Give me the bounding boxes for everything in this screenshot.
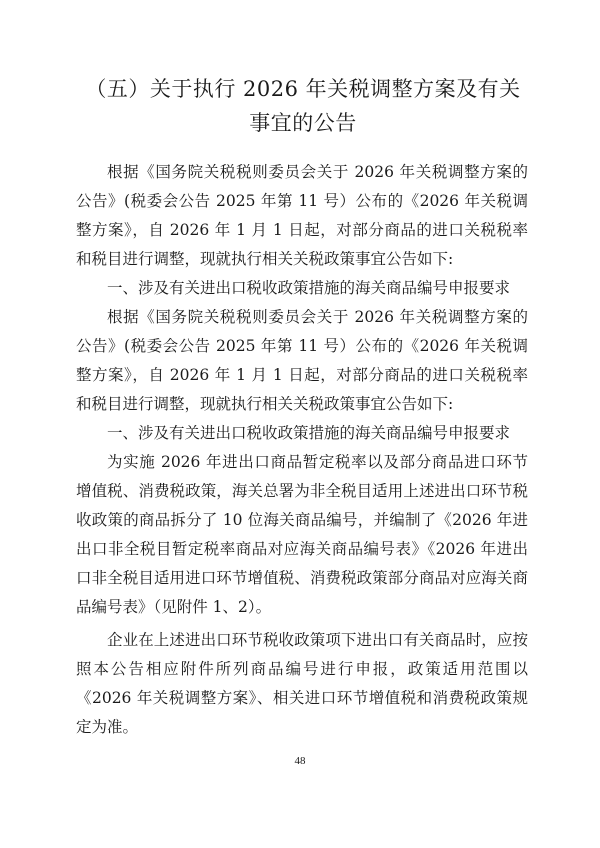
section-heading-1: 一、涉及有关进出口税收政策措施的海关商品编号申报要求 <box>107 279 511 297</box>
paragraph-policy: 为实施 2026 年进出口商品暂定税率以及部分商品进口环节增值税、消费税政策，海关总署为非全税目适用上述进出口环节税收政策的商品拆分了 10 位海关商品编号，并编制了《2026 年进出口非全税目暂定税率商品对应海关商品编号表》《2026 年进出口非全税目适用进口环节增值税、消费税政策部分商品对应海关商品编号表》（见附件 1、2）。 <box>76 453 528 616</box>
paragraph-intro: 根据《国务院关税税则委员会关于 2026 年关税调整方案的公告》(税委会公告 2025 年第 11 号）公布的《2026 年关税调整方案》，自 2026 年 1 月 1 日起，对部分商品的进口关税税率和税目进行调整，现就执行相关关税政策事宜公告如下: <box>76 163 528 268</box>
page-number: 48 <box>294 755 306 767</box>
document-body <box>76 158 528 742</box>
paragraph-declaration: 企业在上述进出口环节税收政策项下进出口有关商品时，应按照本公告相应附件所列商品编号进行申报，政策适用范围以《2026 年关税调整方案》、相关进口环节增值税和消费税政策规定为准。 <box>76 631 528 736</box>
paragraph-intro-repeat: 根据《国务院关税税则委员会关于 2026 年关税调整方案的公告》(税委会公告 2025 年第 11 号）公布的《2026 年关税调整方案》，自 2026 年 1 月 1 日起，对部分商品的进口关税税率和税目进行调整，现就执行相关关税政策事宜公告如下: <box>76 308 528 413</box>
section-heading-1-repeat: 一、涉及有关进出口税收政策措施的海关商品编号申报要求 <box>107 424 511 442</box>
document-title: （五）关于执行 2026 年关税调整方案及有关事宜的公告 <box>85 77 521 135</box>
